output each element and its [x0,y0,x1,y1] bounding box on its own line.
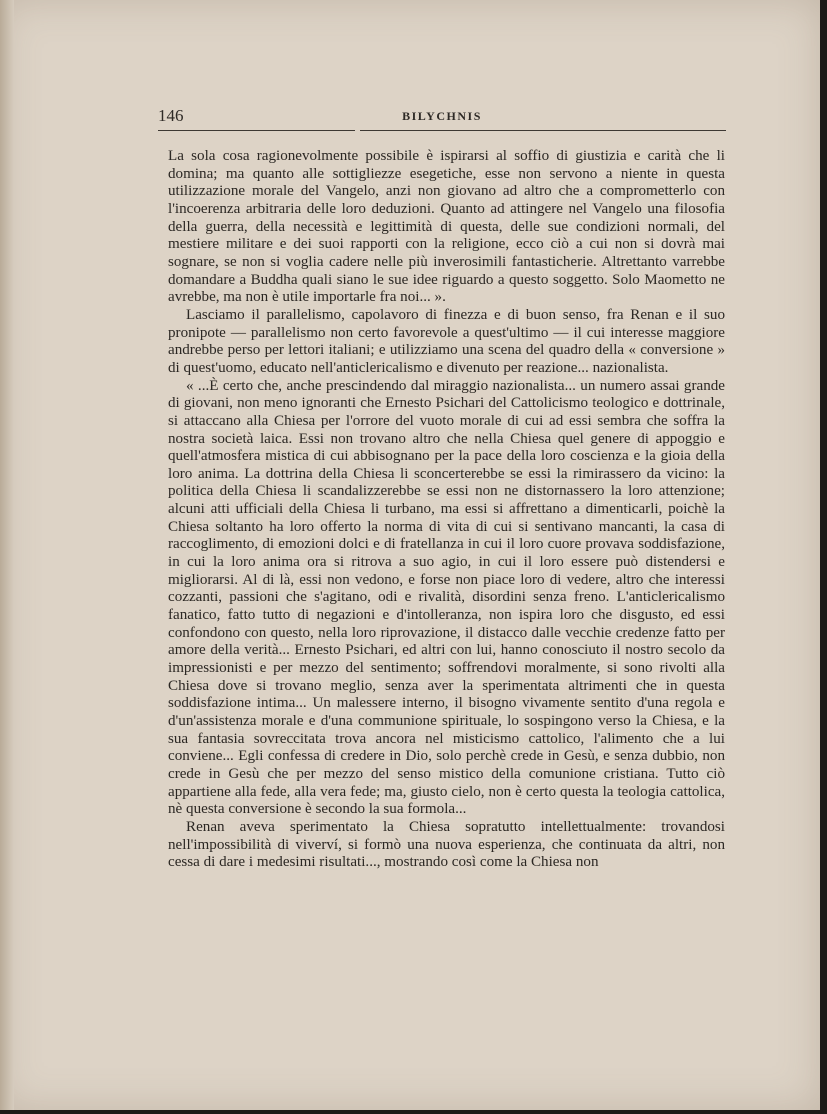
page-header [158,106,726,128]
paragraph-parallelism: Lasciamo il parallelismo, capolavoro di finezza e di buon senso, fra Renan e il suo pronipote — parallelismo non certo favorevole a quest'ultimo — il cui interesse maggiore andrebbe perso per lettori italiani; e utilizziamo una scena del quadro della « conversione » di quest'uomo, educato nell'anticlericalismo e divenuto per reazione... nazionalista. [168,306,725,376]
article-body [168,148,725,872]
header-rule-left [158,130,355,131]
page-number: 146 [158,106,184,125]
paragraph-quotation: « ...È certo che, anche prescindendo dal miraggio nazionalista... un numero assai grande di giovani, non meno ignoranti che Ernesto Psichari del Cattolicismo teologico e dottrinale, si attaccano alla Chiesa per l'orrore del vuoto morale di cui ad essi sembra che soffra la nostra società laica. Essi non trovano altro che nella Chiesa quel genere di appoggio e quell'atmosfera mistica di cui abbisognano per la pace della loro coscienza e la gioia della loro anima. La dottrina della Chiesa li sconcerterebbe se essi la rimirassero da vicino: la politica della Chiesa li scandalizzerebbe se essi non ne distornassero la loro attenzione; alcuni atti ufficiali della Chiesa li turbano, ma essi si affrettano a dimenticarli, poichè la Chiesa soltanto ha loro offerto la norma di vita di cui si sentivano mancanti, la casa di raccoglimento, di emozioni dolci e di fratellanza in cui il loro cuore provava soddisfazione, in cui la loro anima ora si ritrova a suo agio, in cui il loro essere può distendersi e migliorarsi. Al di là, essi non vedono, e forse non piace loro di vedere, altro che interessi cozzanti, passioni che s'agitano, odi e rivalità, disordini senza freno. L'anticlericalismo fanatico, fatto tutto di negazioni e d'intolleranza, non ispira loro che disgusto, ed essi confondono con questo, nella loro riprovazione, il distacco dalle vecchie credenze fatto per amore della verità... Ernesto Psichari, ed altri con lui, hanno conosciuto il nostro secolo da impressionisti e per mezzo del sentimento; soffrendovi moralmente, si sono rivolti alla Chiesa dove si trovano meglio, senza aver la sperimentata altrimenti che in questa soddisfazione intima... Un malessere interno, il bisogno vivamente sentito d'una regola e d'un'assistenza morale e d'una communione spirituale, lo sospingono verso la Chiesa, e la sua fantasia sovreccitata trova ancora nel misticismo cattolico, l'alimento che a lui conviene... Egli confessa di credere in Dio, solo perchè crede in Gesù, e senza dubbio, non crede in Gesù che per mezzo del senso mistico della comunione cristiana. Tutto ciò appartiene alla fede, alla vera fede; ma, giusto cielo, non è certo questa la teologia cattolica, nè questa conversione è secondo la sua formola... [168,377,725,818]
running-title: BILYCHNIS [402,109,482,123]
paragraph-continuation: La sola cosa ragionevolmente possibile è ispirarsi al soffio di giustizia e carità che li domina; ma quanto alle sottigliezze esegetiche, esse non servono a niente in questa utilizzazione morale del Vangelo, anzi non giovano ad altro che a comprometterlo con l'incoerenza arbitraria delle loro deduzioni. Quanto ad attingere nel Vangelo una filosofia della guerra, della necessità e legittimità di questa, delle sue condizioni normali, del mestiere militare e dei suoi rapporti con la religione, ecco ciò a cui non si dovrà mai sognare, se non si voglia cadere nelle più inverosimili fantasticherie. Altrettanto varrebbe domandare a Buddha quali siano le sue idee riguardo a questo soggetto. Solo Maometto ne avrebbe, ma non è utile importarle fra noi... ». [168,148,725,306]
header-rule-right [360,130,726,131]
page-edge [0,0,14,1110]
paragraph-renan: Renan aveva sperimentato la Chiesa sopratutto intellettualmente: trovandosi nell'impossibilità di viverví, si formò una nuova esperienza, che continuata da altri, non cessa di dare i medesimi risultati..., mostrando così come la Chiesa non [168,818,725,871]
